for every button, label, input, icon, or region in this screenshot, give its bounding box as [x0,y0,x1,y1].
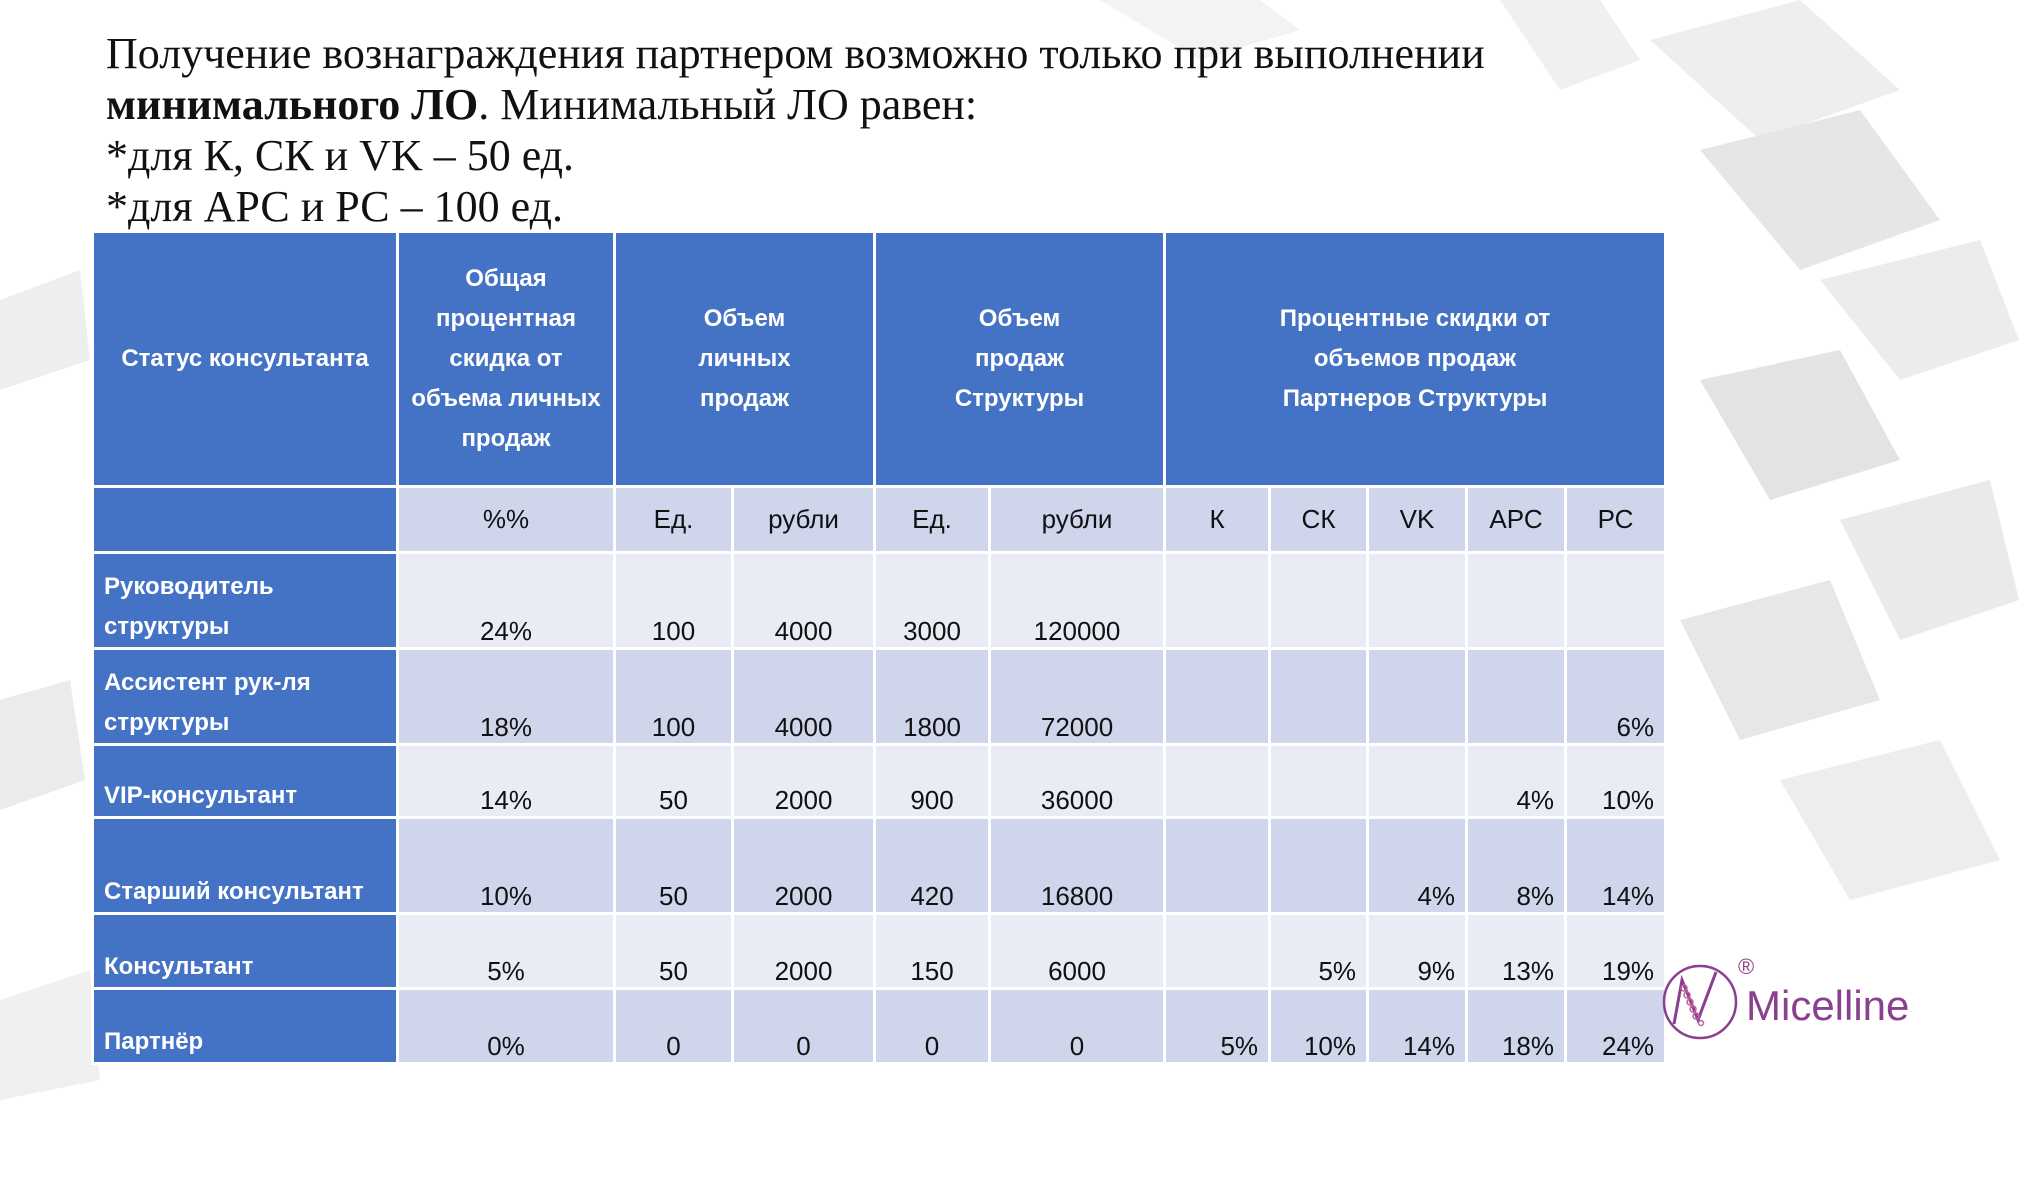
row-structure-rub: 72000 [990,649,1165,745]
row-personal-rub: 4000 [733,553,875,649]
row-sk [1270,649,1368,745]
table-row [93,649,1666,745]
row-personal-units: 50 [615,914,733,989]
row-vk [1368,745,1467,818]
row-sk: 5% [1270,914,1368,989]
header-discount: Общая процентная скидка от объема личных продаж [398,232,615,487]
unit-k: К [1165,487,1270,553]
header-partner-discounts: Процентные скидки от объемов продаж Партнеров Структуры [1165,232,1666,487]
row-sk: 10% [1270,989,1368,1064]
row-discount: 18% [398,649,615,745]
row-structure-rub: 16800 [990,818,1165,914]
row-personal-rub: 4000 [733,649,875,745]
micelline-logo-icon [1660,962,1740,1042]
row-personal-units: 50 [615,745,733,818]
row-ars [1467,649,1566,745]
row-k [1165,914,1270,989]
heading-line-2 [106,79,1485,130]
header-structure-sales: Объем продаж Структуры [875,232,1165,487]
row-personal-rub: 2000 [733,818,875,914]
heading-line-4: *для АРС и РС – 100 ед. [106,182,563,231]
page-heading [106,28,1485,232]
row-ars: 8% [1467,818,1566,914]
header-personal-sales: Объем личных продаж [615,232,875,487]
table-units-row [93,487,1666,553]
micelline-logo [1660,954,1910,1042]
row-ars: 18% [1467,989,1566,1064]
unit-personal-rub: рубли [733,487,875,553]
heading-line-3: *для К, СК и VK – 50 ед. [106,131,575,180]
row-rs [1566,553,1666,649]
row-sk [1270,818,1368,914]
row-structure-units: 3000 [875,553,990,649]
table-row [93,989,1666,1064]
row-structure-rub: 6000 [990,914,1165,989]
row-status: Консультант [93,914,398,989]
unit-vk: VK [1368,487,1467,553]
unit-structure-rub: рубли [990,487,1165,553]
row-discount: 10% [398,818,615,914]
row-ars [1467,553,1566,649]
row-vk: 4% [1368,818,1467,914]
registered-mark: ® [1738,954,1755,979]
row-personal-rub: 2000 [733,914,875,989]
unit-personal-units: Ед. [615,487,733,553]
row-rs: 24% [1566,989,1666,1064]
table-header-row [93,232,1666,487]
row-structure-rub: 0 [990,989,1165,1064]
row-vk [1368,553,1467,649]
row-ars: 13% [1467,914,1566,989]
row-structure-units: 0 [875,989,990,1064]
row-vk [1368,649,1467,745]
row-k [1165,553,1270,649]
table-row [93,553,1666,649]
row-status: Партнёр [93,989,398,1064]
row-status: Ассистент рук-ля структуры [93,649,398,745]
unit-structure-units: Ед. [875,487,990,553]
row-structure-units: 420 [875,818,990,914]
unit-ars: АРС [1467,487,1566,553]
row-discount: 24% [398,553,615,649]
row-personal-units: 100 [615,553,733,649]
row-vk: 14% [1368,989,1467,1064]
row-k [1165,649,1270,745]
row-ars: 4% [1467,745,1566,818]
row-k [1165,745,1270,818]
row-discount: 0% [398,989,615,1064]
table-row [93,914,1666,989]
unit-sk: СК [1270,487,1368,553]
row-structure-rub: 120000 [990,553,1165,649]
units-empty-cell [93,487,398,553]
row-sk [1270,745,1368,818]
row-structure-units: 1800 [875,649,990,745]
row-status: VIP-консультант [93,745,398,818]
unit-percent: %% [398,487,615,553]
row-structure-units: 150 [875,914,990,989]
row-personal-rub: 2000 [733,745,875,818]
row-sk [1270,553,1368,649]
row-vk: 9% [1368,914,1467,989]
header-status: Статус консультанта [93,232,398,487]
row-k [1165,818,1270,914]
row-status: Старший консультант [93,818,398,914]
heading-bold-term: минимального ЛО [106,80,479,129]
row-structure-units: 900 [875,745,990,818]
row-personal-units: 100 [615,649,733,745]
row-personal-rub: 0 [733,989,875,1064]
row-discount: 5% [398,914,615,989]
row-rs: 19% [1566,914,1666,989]
logo-text: Micelline [1746,982,1910,1029]
row-rs: 14% [1566,818,1666,914]
status-discount-table [91,230,1667,1065]
row-personal-units: 50 [615,818,733,914]
row-k: 5% [1165,989,1270,1064]
row-status: Руководитель структуры [93,553,398,649]
row-rs: 6% [1566,649,1666,745]
row-personal-units: 0 [615,989,733,1064]
row-structure-rub: 36000 [990,745,1165,818]
unit-rs: РС [1566,487,1666,553]
table-row [93,818,1666,914]
row-discount: 14% [398,745,615,818]
table-row [93,745,1666,818]
heading-line-1: Получение вознаграждения партнером возможно только при выполнении [106,29,1485,78]
heading-line-2-rest: . Минимальный ЛО равен: [478,80,978,129]
row-rs: 10% [1566,745,1666,818]
